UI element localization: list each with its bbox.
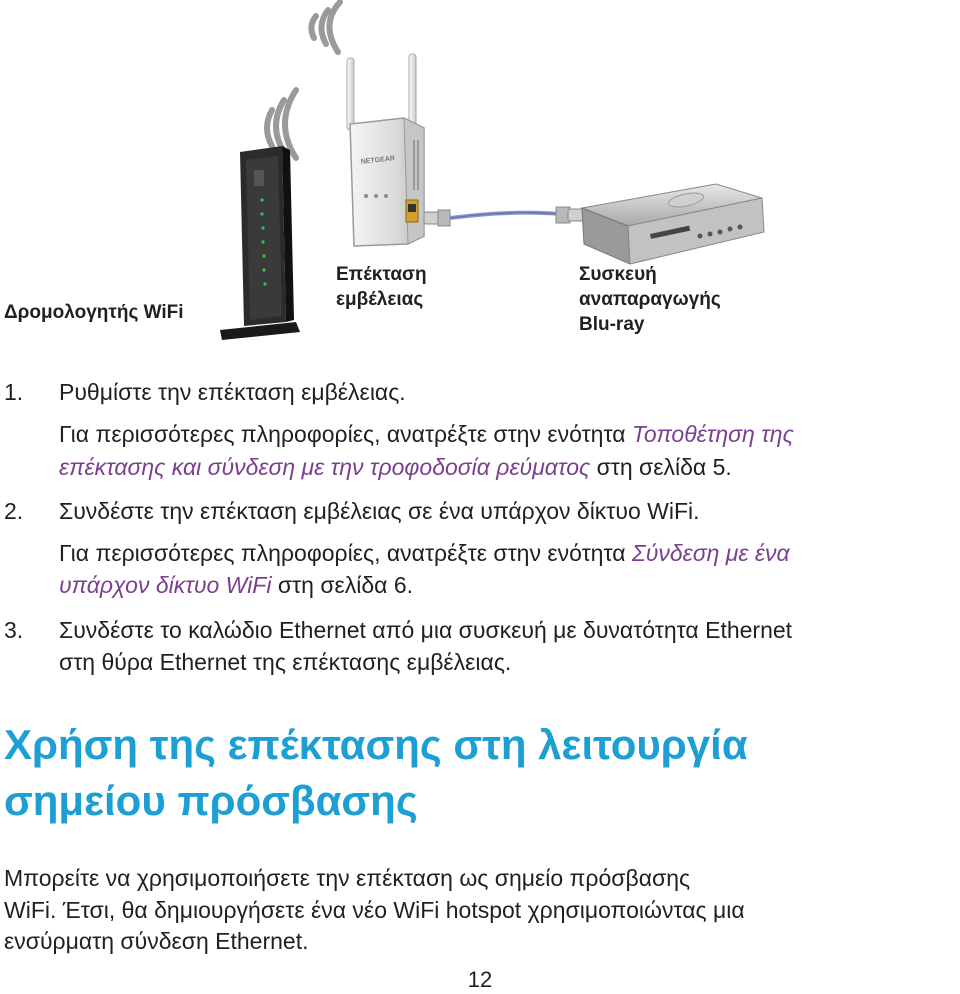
step-2-link-part-2[interactable]: υπάρχον δίκτυο WiFi (59, 572, 272, 598)
step-2-link-part-1[interactable]: Σύνδεση με ένα (631, 540, 790, 566)
section-body-line-1: Μπορείτε να χρησιμοποιήσετε την επέκταση ως σημείο πρόσβασης (4, 865, 691, 891)
step-3-title-line-2: στη θύρα Ethernet της επέκτασης εμβέλειας. (59, 649, 512, 675)
step-1-info-line-2 (59, 451, 732, 483)
step-2-number: 2. (4, 498, 24, 524)
connection-diagram (0, 0, 960, 350)
extender-wifi-signal-icon (311, 2, 340, 52)
step-2-info-suffix: στη σελίδα 6. (271, 572, 414, 598)
step-1-info-line-1 (59, 418, 794, 450)
section-body-line-2: WiFi. Έτσι, θα δημιουργήσετε ένα νέο WiFi hotspot χρησιμοποιώντας μια (4, 897, 745, 923)
step-3-title-line-1: Συνδέστε το καλώδιο Ethernet από μια συσκευή με δυνατότητα Ethernet (59, 617, 793, 643)
extender-label-line-2: εμβέλειας (336, 289, 424, 310)
page-number: 12 (467, 967, 493, 992)
extender-label-line-1: Επέκταση (336, 264, 427, 285)
ethernet-cable-image (424, 207, 588, 226)
step-2-info-line-2 (59, 569, 413, 601)
section-heading-line-1: Χρήση της επέκτασης στη λειτουργία (4, 721, 748, 768)
range-extender-image (347, 54, 424, 246)
router-image (220, 146, 300, 340)
step-1-link-part-1[interactable]: Τοποθέτηση της (631, 421, 794, 447)
step-2-info-line-1 (59, 537, 790, 569)
bluray-label-line-2: αναπαραγωγής (579, 289, 721, 310)
section-body-line-3: ενσύρματη σύνδεση Ethernet. (4, 928, 309, 954)
step-3-number: 3. (4, 617, 24, 643)
step-2-title: Συνδέστε την επέκταση εμβέλειας σε ένα υπάρχον δίκτυο WiFi. (59, 498, 700, 524)
step-2-info-prefix: Για περισσότερες πληροφορίες, ανατρέξτε στην ενότητα (59, 540, 632, 566)
step-1-number: 1. (4, 379, 24, 405)
step-1-title: Ρυθμίστε την επέκταση εμβέλειας. (59, 379, 406, 405)
bluray-label-line-3: Blu-ray (579, 314, 645, 335)
step-1-info-suffix: στη σελίδα 5. (590, 454, 732, 480)
router-label: Δρομολογητής WiFi (4, 302, 184, 323)
step-1-info-prefix: Για περισσότερες πληροφορίες, ανατρέξτε στην ενότητα (59, 421, 632, 447)
step-1-link-part-2[interactable]: επέκτασης και σύνδεση με την τροφοδοσία ρεύματος (59, 454, 591, 480)
bluray-player-image (582, 184, 764, 264)
bluray-label-line-1: Συσκευή (579, 264, 657, 285)
extender-brand-text: NETGEAR (360, 155, 396, 166)
section-heading-line-2: σημείου πρόσβασης (4, 777, 418, 824)
